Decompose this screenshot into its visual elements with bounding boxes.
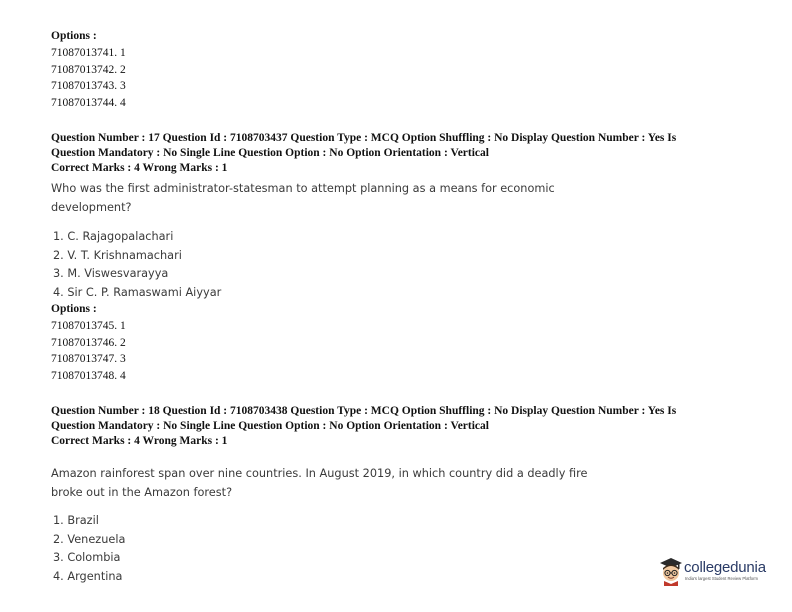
option-id-row: 71087013741. 1 bbox=[51, 47, 126, 59]
question-marks: Correct Marks : 4 Wrong Marks : 1 bbox=[51, 435, 228, 447]
answer-choice: 1. Brazil bbox=[53, 514, 99, 527]
answer-choice: 1. C. Rajagopalachari bbox=[53, 230, 174, 243]
option-id-row: 71087013747. 3 bbox=[51, 353, 126, 365]
option-id-row: 71087013748. 4 bbox=[51, 369, 126, 382]
answer-choice: 4. Argentina bbox=[53, 569, 123, 583]
question-17-choices bbox=[53, 228, 221, 302]
logo-tagline: India's largest Student Review Platform bbox=[685, 576, 758, 581]
question-18-meta bbox=[51, 404, 676, 449]
prev-options-block bbox=[51, 29, 126, 111]
question-meta-line: Question Mandatory : No Single Line Question Option : No Option Orientation : Vertical bbox=[51, 420, 489, 432]
question-text-line: development? bbox=[51, 201, 132, 214]
question-17-options-block bbox=[51, 302, 126, 384]
question-18-text bbox=[51, 464, 587, 502]
option-id-row: 71087013746. 2 bbox=[51, 336, 126, 349]
answer-choice: 3. M. Viswesvarayya bbox=[53, 267, 169, 280]
question-17-text bbox=[51, 179, 555, 217]
question-17-meta bbox=[51, 131, 676, 176]
option-id-row: 71087013745. 1 bbox=[51, 320, 126, 332]
question-meta-line: Question Number : 18 Question Id : 7108703438 Question Type : MCQ Option Shuffling : No Display Question Number : Yes Is bbox=[51, 405, 677, 417]
student-mascot-icon bbox=[658, 556, 684, 586]
options-header: Options : bbox=[51, 303, 97, 315]
question-text-line: Amazon rainforest span over nine countries. In August 2019, in which country did a deadly fire bbox=[51, 467, 588, 480]
question-text-line: Who was the first administrator-statesman to attempt planning as a means for economic bbox=[51, 182, 555, 195]
option-id-row: 71087013742. 2 bbox=[51, 63, 126, 76]
answer-choice: 2. V. T. Krishnamachari bbox=[53, 248, 182, 262]
option-id-row: 71087013743. 3 bbox=[51, 80, 126, 92]
question-marks: Correct Marks : 4 Wrong Marks : 1 bbox=[51, 162, 228, 174]
answer-choice: 2. Venezuela bbox=[53, 532, 126, 546]
prev-options-header: Options : bbox=[51, 30, 97, 42]
options-list bbox=[51, 318, 126, 384]
question-meta-line: Question Number : 17 Question Id : 7108703437 Question Type : MCQ Option Shuffling : No Display Question Number : Yes Is bbox=[51, 132, 677, 144]
answer-choice: 3. Colombia bbox=[53, 551, 121, 564]
answer-choice: 4. Sir C. P. Ramaswami Aiyyar bbox=[53, 285, 222, 299]
prev-options-list bbox=[51, 45, 126, 111]
option-id-row: 71087013744. 4 bbox=[51, 96, 126, 109]
question-text-line: broke out in the Amazon forest? bbox=[51, 486, 233, 499]
question-18-choices bbox=[53, 512, 125, 586]
collegedunia-logo bbox=[658, 556, 768, 588]
question-meta-line: Question Mandatory : No Single Line Question Option : No Option Orientation : Vertical bbox=[51, 147, 489, 159]
logo-brand-text: collegedunia bbox=[684, 559, 766, 576]
